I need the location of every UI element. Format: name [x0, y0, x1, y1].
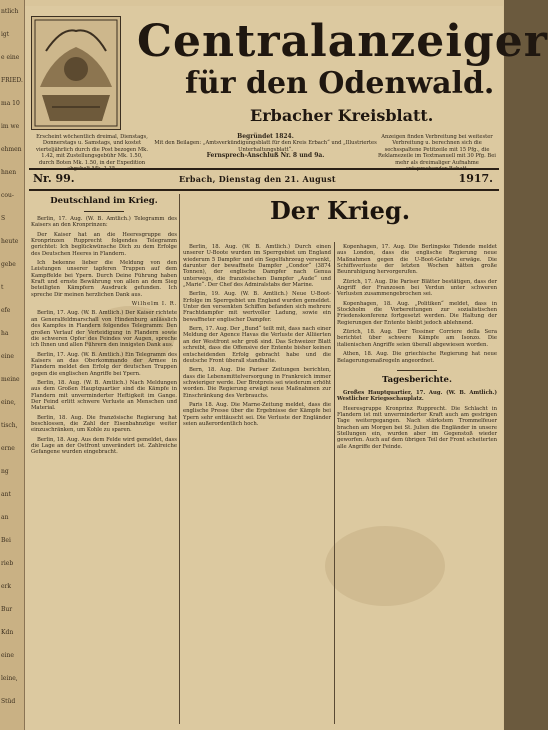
strip-fragment: Bei: [1, 537, 11, 544]
strip-fragment: ntlich: [1, 8, 19, 15]
strip-fragment: ant: [1, 491, 11, 498]
strip-fragment: eine: [1, 353, 14, 360]
strip-fragment: eine: [1, 652, 14, 659]
article-paragraph: Bern, 17. Aug. Der „Bund“ teilt mit, dass nach einer Meldung der Agence Havas die Verluste der Alliierten an der Westfront sehr groß sind. Das Schweizer Blatt schreibt, dass die Offensive der Entente bisher keinen entscheidenden Erfolg gebracht habe und die deutsche Front überall standhalte.: [183, 326, 331, 364]
report-heading: Großes Hauptquartier, 17. Aug. (W. B. Amtlich.) Westlicher Kriegsschauplatz.: [337, 389, 497, 403]
advertising-info: Anzeigen finden Verbreitung bei weitester Verbreitung u. berechnen sich die sechsspaltene Petitzeile mit 15 Pfg., die Reklamezeile im Textmanuell mit 30 Pfg. Bei mehr als dreimaliger Aufnahme entsprechender Rabatt.: [378, 134, 496, 173]
issue-rule: [29, 189, 499, 191]
strip-fragment: erk: [1, 583, 12, 590]
masthead-subtitle: für den Odenwald.: [185, 66, 495, 101]
article-paragraph: Zürich, 18. Aug. Der Tessiner Corriere della Sera berichtet über schwere Kämpfe am Isonzo. Die italienischen Angriffe seien überall abgewiesen worden.: [337, 329, 497, 348]
strip-fragment: erne: [1, 445, 15, 452]
article-paragraph: Berlin, 17. Aug. (W. B. Amtlich.) Der Kaiser richtete an Generalfeldmarschall von Hindenburg anlässlich des Kampfes in Flandern folgendes Telegramm: Den großen Verlauf der Verteidigung in Flandern sowie die schweren Opfer des Feindes vor Augen, spreche ich Ihnen und allen Führern den innigsten Dank aus.: [31, 310, 177, 349]
masthead-rule: [29, 168, 499, 170]
previous-page-strip: [0, 0, 25, 730]
issue-number: Nr. 99.: [33, 172, 75, 185]
strip-fragment: gebe: [1, 261, 16, 268]
column-divider: [334, 242, 335, 724]
strip-fragment: ha: [1, 330, 9, 337]
section-rule: [397, 370, 437, 371]
subscription-info: Erscheint wöchentlich dreimal, Dienstags, Donnerstags u. Samstags, und kostet vierteljährlich durch die Post bezogen Mk. 1.42, mit Zustellungsgebühr Mk. 1.50, durch Boten Mk. 1.50, in der Expedition abgeholt Mk. 1.35.: [36, 134, 148, 173]
strip-fragment: im we: [1, 123, 20, 130]
column-2-articles: [183, 244, 331, 427]
strip-fragment: FRIED.: [1, 77, 23, 84]
column-3: [337, 244, 497, 453]
article-paragraph: Paris 18. Aug. Die Marne-Zeitung meldet, dass die englische Presse über die Ergebnisse der Kämpfe bei Ypern sehr enttäuscht sei. Die Verluste der Engländer seien außerordentlich hoch.: [183, 401, 331, 427]
column-1-articles: [31, 216, 177, 456]
article-paragraph: Kopenhagen, 18. Aug. „Politiken“ meldet, dass in Stockholm die Vorbereitungen zur sozialistischen Friedenskonferenz fortgesetzt werden. Die Haltung der Regierungen der Entente bleibt jedoch ablehnend.: [337, 300, 497, 326]
strip-fragment: t: [1, 284, 4, 291]
article-paragraph: Der Kaiser hat an die Heeresgruppe des Kronprinzen Rupprecht folgendes Telegramm gerichtet: Ich beglückwünsche Dich zu dem Erfolge des Deutschen Heeres in Flandern.: [31, 231, 177, 257]
section-rule: [84, 211, 124, 212]
column-3-articles: [337, 244, 497, 364]
section-heading: Deutschland im Krieg.: [50, 196, 158, 206]
strip-fragment: cou-: [1, 192, 14, 199]
strip-fragment: leine,: [1, 675, 18, 682]
strip-fragment: meine: [1, 376, 20, 383]
article-paragraph: Berlin, 18. Aug. Aus dem Felde wird gemeldet, dass die Lage an der Ostfront unverändert ist. Zahlreiche Gefangene wurden eingebracht.: [31, 436, 177, 456]
issue-year: 1917.: [458, 172, 493, 185]
issue-line: [29, 172, 499, 188]
strip-fragment: an: [1, 514, 9, 521]
signature: Wilhelm I. R.: [131, 301, 177, 308]
article-paragraph: Kopenhagen, 17. Aug. Die Berlingske Tidende meldet aus London, dass die englische Regierung neue Maßnahmen gegen die U-Boot-Gefahr erwäge. Die Schiffsverluste der letzten Wochen hätten große Beunruhigung hervorgerufen.: [337, 244, 497, 276]
article-paragraph: Zürich, 17. Aug. Die Pariser Blätter bestätigen, dass der Angriff der Franzosen bei Verdun unter schweren Verlusten zusammengebrochen sei.: [337, 278, 497, 298]
column-2: [183, 244, 331, 430]
strip-fragment: S: [1, 215, 6, 222]
article-paragraph: Berlin, 18. Aug. (W. B. Amtlich.) Nach Meldungen aus dem Großen Hauptquartier sind die Kämpfe in Flandern mit unverminderter Heftigkeit im Gange. Der Feind erlitt schwere Verluste an Menschen und Material.: [31, 379, 177, 412]
founded-line: Begründet 1824.: [237, 133, 294, 140]
strip-fragment: Stüd: [1, 698, 16, 705]
strip-fragment: ehmen: [1, 146, 22, 153]
masthead-regional-title: Erbacher Kreisblatt.: [250, 106, 434, 125]
report-text: Heeresgruppe Kronprinz Rupprecht. Die Schlacht in Flandern ist mit unverminderter Kraft auch am gestrigen Tage weitergegangen. Nach stärkstem Trommelfeuer brachen am Morgen bei St. Julien die Engländer in unsere Stellungen ein, wurden aber im Gegenstoß wieder geworfen. Auch auf dem übrigen Teil der Front scheiterten alle Angriffe der Feinde.: [337, 405, 497, 450]
phone-line: Fernsprech-Anschluß Nr. 8 und 9a.: [206, 152, 325, 160]
strip-fragment: eine,: [1, 399, 16, 406]
main-headline: Der Krieg.: [269, 196, 411, 225]
daily-reports: [337, 370, 497, 450]
newspaper-sheet: [25, 6, 548, 730]
article-paragraph: Berlin, 17. Aug. (W. B. Amtlich.) Ein Telegramm des Kaisers an das Oberkommando der Armee in Flandern meldet den Erfolg der deutschen Truppen gegen die englischen Angriffe bei Ypern.: [31, 351, 177, 377]
article-paragraph: Berlin, 18. Aug. (W. B. Amtlich.) Durch einen unserer U-Boote wurden im Sperrgebiet um England wiederum 5 Dampfer und ein Segelfahrzeug versenkt, darunter der bewaffnete Dampfer „Condor“ (3874 Tonnen), der englische Dampfer nach Genua unterwegs, die französischen Dampfer „Aude“ und „Marie“. Der Chef des Admiralstabs der Marine.: [183, 244, 331, 289]
strip-fragment: igt: [1, 31, 10, 38]
strip-fragment: rieb: [1, 560, 14, 567]
strip-fragment: heute: [1, 238, 19, 245]
strip-fragment: Bur: [1, 606, 13, 613]
section-heading: Tagesberichte.: [382, 374, 452, 385]
strip-fragment: e eine: [1, 54, 20, 61]
article-paragraph: Berlin, 18. Aug. Die französische Regierung hat beschlossen, die Zahl der Eisenbahnzüge weiter einzuschränken, um Kohle zu sparen.: [31, 414, 177, 434]
strip-fragment: ng: [1, 468, 9, 475]
issue-date: Erbach, Dienstag den 21. August: [179, 174, 336, 184]
article-paragraph: Bern, 18. Aug. Die Pariser Zeitungen berichten, dass die Lebensmittelversorgung in Frankreich immer schwieriger werde. Der Brotpreis sei wiederum erhöht worden. Die Regierung erwägt neue Maßnahmen zur Einschränkung des Verbrauchs.: [183, 367, 331, 399]
strip-fragment: Kdn: [1, 629, 14, 636]
supplement-info: [153, 134, 378, 160]
strip-fragment: efe: [1, 307, 11, 314]
article-paragraph: Athen, 18. Aug. Die griechische Regierung hat neue Belagerungsmaßregeln angeordnet.: [337, 351, 497, 364]
masthead-title: Centralanzeiger: [137, 16, 548, 67]
column-1: [31, 194, 177, 459]
article-paragraph: Berlin, 17. Aug. (W. B. Amtlich.) Telegramm des Kaisers an den Kronprinzen:: [31, 216, 177, 229]
column-divider: [179, 194, 180, 724]
strip-fragment: hnen: [1, 169, 17, 176]
article-paragraph: Ich bekenne lieber die Meldung von den Leistungen unserer tapferen Truppen auf dem Kampffelde bei Ypern. Durch Deine Führung haben Kraft und ernste Bewährung von allen an dem Sieg beteiligten Kämpfern Ausdruck gefunden. Ich spreche Dir meinen herzlichen Dank aus.: [31, 260, 177, 298]
article-paragraph: Berlin, 19. Aug. (W. B. Amtlich.) Neue U-Boot-Erfolge im Sperrgebiet um England wurden gemeldet. Unter den versenkten Schiffen befanden sich mehrere Frachtdampfer mit wertvoller Ladung, sowie ein bewaffneter englischer Dampfer.: [183, 291, 331, 323]
supplements-line: Mit den Beilagen: „Amtsverkündigungsblatt für den Kreis Erbach“ und „Illustriertes Unterhaltungsblatt“.: [154, 140, 377, 153]
strip-fragment: tisch,: [1, 422, 18, 429]
emblem-illustration: [32, 17, 120, 129]
masthead-emblem: [31, 16, 121, 130]
strip-fragment: ma 10: [1, 100, 20, 107]
